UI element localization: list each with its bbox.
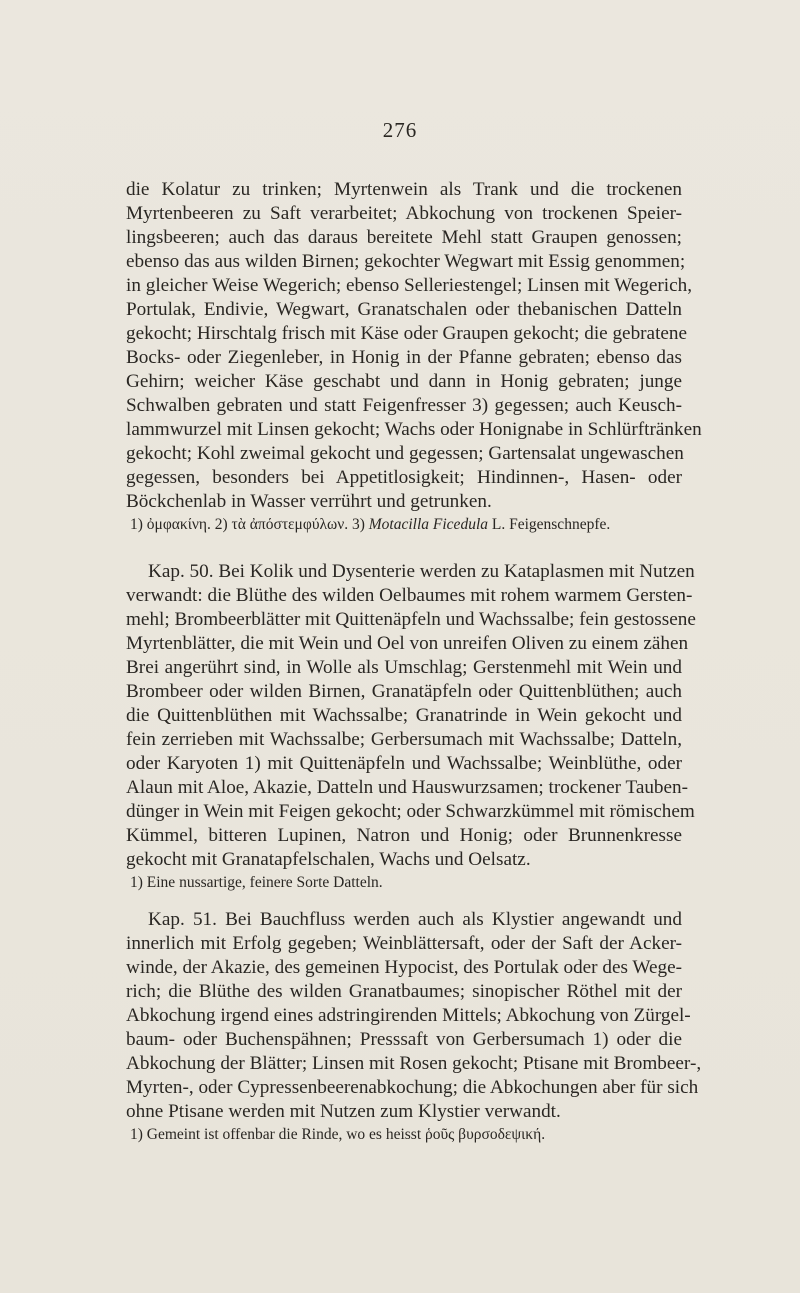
- text-line: die Kolatur zu trinken; Myrtenwein als Trank und die trockenen: [126, 179, 682, 200]
- text-line: dünger in Wein mit Feigen gekocht; oder Schwarzkümmel mit römischem: [126, 801, 695, 822]
- text-line: Böckchenlab in Wasser verrührt und getrunken.: [126, 491, 492, 512]
- text-line: gegessen, besonders bei Appetitlosigkeit; Hindinnen-, Hasen- oder: [126, 467, 682, 488]
- text-line: lammwurzel mit Linsen gekocht; Wachs oder Honignabe in Schlürftränken: [126, 419, 702, 440]
- footnote: [126, 872, 682, 894]
- footnote-text: 1) Eine nussartige, feinere Sorte Datteln.: [130, 874, 383, 891]
- text-line: gekocht; Kohl zweimal gekocht und gegessen; Gartensalat ungewaschen: [126, 443, 684, 464]
- text-line: ebenso das aus wilden Birnen; gekochter Wegwart mit Essig genommen;: [126, 251, 686, 272]
- text-line: Kümmel, bitteren Lupinen, Natron und Honig; oder Brunnenkresse: [126, 825, 682, 846]
- text-line: fein zerrieben mit Wachssalbe; Gerbersumach mit Wachssalbe; Datteln,: [126, 729, 682, 750]
- text-line: Portulak, Endivie, Wegwart, Granatschalen oder thebanischen Datteln: [126, 299, 682, 320]
- text-line: baum- oder Buchenspähnen; Presssaft von Gerbersumach 1) oder die: [126, 1029, 682, 1050]
- paragraph-continuation: [126, 178, 702, 536]
- text-line: gekocht; Hirschtalg frisch mit Käse oder Graupen gekocht; die gebratene: [126, 323, 688, 344]
- text-line: Gehirn; weicher Käse geschabt und dann in Honig gebraten; junge: [126, 371, 682, 392]
- text-line: lingsbeeren; auch das daraus bereitete Mehl statt Graupen genossen;: [126, 227, 682, 248]
- text-line: die Quittenblüthen mit Wachssalbe; Granatrinde in Wein gekocht und: [126, 705, 682, 726]
- paragraph-kap-50: [126, 560, 696, 894]
- footnote: [126, 1124, 682, 1146]
- text-line: Brei angerührt sind, in Wolle als Umschlag; Gerstenmehl mit Wein und: [126, 657, 682, 678]
- text-line: innerlich mit Erfolg gegeben; Weinblättersaft, oder der Saft der Acker-: [126, 933, 682, 954]
- page-number: 276: [382, 118, 418, 142]
- text-line: Myrten-, oder Cypressenbeerenabkochung; die Abkochungen aber für sich: [126, 1077, 699, 1098]
- text-line: Myrtenbeeren zu Saft verarbeitet; Abkochung von trockenen Speier-: [126, 203, 682, 224]
- text-line: Bocks- oder Ziegenleber, in Honig in der Pfanne gebraten; ebenso das: [126, 347, 682, 368]
- text-line: Alaun mit Aloe, Akazie, Datteln und Hauswurzsamen; trockener Tauben-: [126, 777, 689, 798]
- footnote-text: 1) ὀμφακίνη. 2) τὰ ἀπόστεμφύλων. 3): [130, 516, 369, 533]
- text-line: Schwalben gebraten und statt Feigenfresser 3) gegessen; auch Keusch-: [126, 395, 682, 416]
- footnote-text: 1) Gemeint ist offenbar die Rinde, wo es heisst ῥοῦς βυρσοδεψική.: [130, 1126, 546, 1143]
- text-line: ohne Ptisane werden mit Nutzen zum Klystier verwandt.: [126, 1101, 561, 1122]
- text-line: Kap. 50. Bei Kolik und Dysenterie werden zu Kataplasmen mit Nutzen: [148, 561, 695, 582]
- text-line: mehl; Brombeerblätter mit Quittenäpfeln und Wachssalbe; fein gestossene: [126, 609, 696, 630]
- text-line: Abkochung irgend eines adstringirenden Mittels; Abkochung von Zürgel-: [126, 1005, 691, 1026]
- text-line: oder Karyoten 1) mit Quittenäpfeln und Wachssalbe; Weinblüthe, oder: [126, 753, 682, 774]
- text-line: gekocht mit Granatapfelschalen, Wachs und Oelsatz.: [126, 849, 531, 870]
- paragraph-kap-51: [126, 908, 702, 1146]
- text-line: Brombeer oder wilden Birnen, Granatäpfeln oder Quittenblüthen; auch: [126, 681, 682, 702]
- text-line: Abkochung der Blätter; Linsen mit Rosen gekocht; Ptisane mit Brombeer-,: [126, 1053, 702, 1074]
- text-line: Kap. 51. Bei Bauchfluss werden auch als Klystier angewandt und: [148, 909, 682, 930]
- footnote-text-end: L. Feigenschnepfe.: [488, 516, 611, 533]
- text-line: verwandt: die Blüthe des wilden Oelbaumes mit rohem warmem Gersten-: [126, 585, 693, 606]
- footnote: [126, 514, 682, 536]
- text-line: in gleicher Weise Wegerich; ebenso Selleriestengel; Linsen mit Wegerich,: [126, 275, 693, 296]
- text-line: rich; die Blüthe des wilden Granatbaumes; sinopischer Röthel mit der: [126, 981, 682, 1002]
- text-line: Myrtenblätter, die mit Wein und Oel von unreifen Oliven zu einem zähen: [126, 633, 689, 654]
- text-line: winde, der Akazie, des gemeinen Hypocist, des Portulak oder des Wege-: [126, 957, 682, 978]
- footnote-italic-text: Motacilla Ficedula: [368, 516, 488, 533]
